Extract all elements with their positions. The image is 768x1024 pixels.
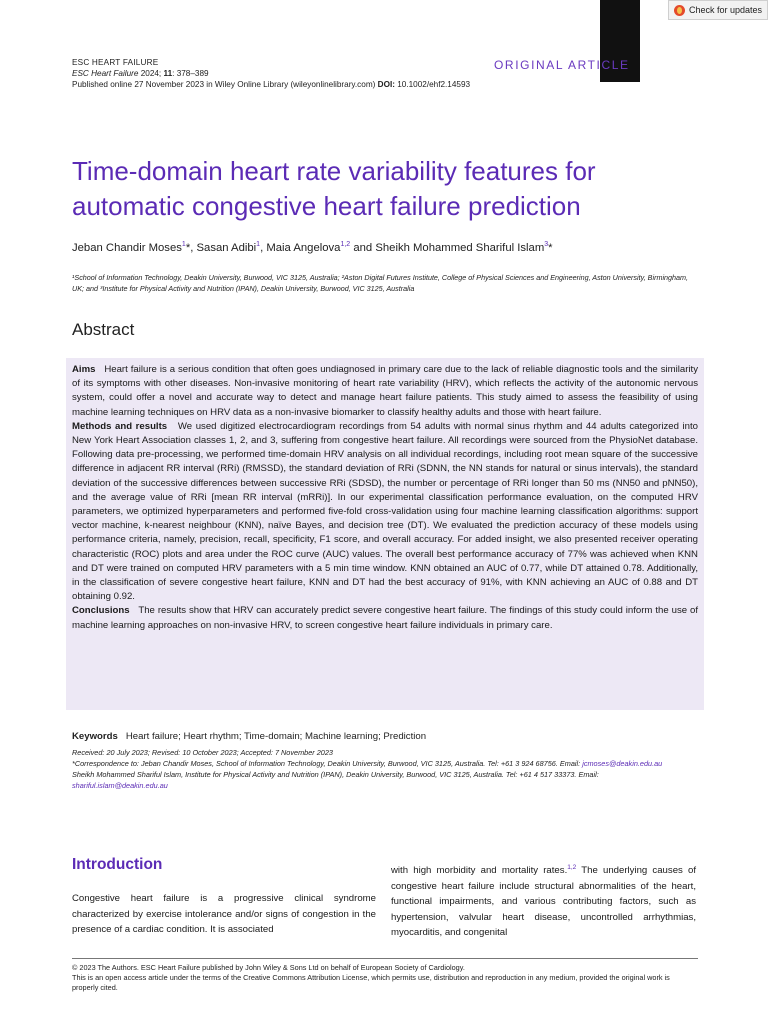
email-link-1[interactable]: jcmoses@deakin.edu.au (582, 759, 663, 768)
introduction-heading: Introduction (72, 856, 163, 873)
check-for-updates-button[interactable] (668, 0, 768, 20)
citation-pages: : 378–389 (172, 69, 209, 78)
aims-label: Aims (72, 364, 96, 375)
abstract-aims (72, 363, 698, 420)
license-line: This is an open access article under the terms of the Creative Commons Attribution License, which permits use, distribution and reproduction in any medium, provided the original work is properly cited. (72, 973, 670, 992)
doi-link[interactable]: 10.1002/ehf2.14593 (394, 80, 471, 89)
citation-journal: ESC Heart Failure (72, 69, 139, 78)
author-1[interactable]: Jeban Chandir Moses$^1$* (72, 241, 191, 254)
correspondence-2: Sheikh Mohammed Shariful Islam, Institute for Physical Activity and Nutrition (IPAN), Deakin University, Burwood, VIC 3125, Australia. Tel: +61 4 517 33373. Email: shariful.islam@deakin.edu.au (72, 770, 599, 790)
abstract-heading: Abstract (72, 320, 135, 339)
published-line (72, 79, 642, 90)
keywords-text: Heart failure; Heart rhythm; Time-domain; Machine learning; Prediction (125, 731, 427, 742)
affiliations: ¹School of Information Technology, Deakin University, Burwood, VIC 3125, Australia; ²Aston Digital Futures Institute, College of Physical Sciences and Engineering, Aston University, Birmingham, UK; and ³Institute for Physical Activity and Nutrition (IPAN), Deakin University, Burwood, VIC 3125, Australia (72, 273, 689, 293)
copyright-line: © 2023 The Authors. ESC Heart Failure published by John Wiley & Sons Ltd on behalf of European Society of Cardiology. (72, 963, 465, 972)
author-list: Jeban Chandir Moses$^1$*, Sasan Adibi$^1$, Maia Angelova$^{1,2}$ and Sheikh Mohammed Shariful Islam$^3$* (72, 241, 553, 254)
abstract-methods (72, 420, 698, 605)
correspondence-1: *Correspondence to: Jeban Chandir Moses, School of Information Technology, Deakin University, Burwood, VIC 3125, Australia. Tel: +61 3 924 68756. Email: jcmoses@deakin.edu.au (72, 759, 663, 768)
paper-title: Time-domain heart rate variability features for automatic congestive heart failure prediction (72, 156, 596, 221)
author-3[interactable]: Maia Angelova$^{1,2}$ (266, 241, 351, 254)
aims-text: Heart failure is a serious condition that often goes undiagnosed in primary care due to the lack of reliable diagnostic tools and the similarity of its symptoms with other diseases. Non-invasive monitoring of heart rate variability (HRV), which reflects the activity of the autonomic nervous system, could offer a novel and accurate way to detect and manage heart failure patients. This study aimed to assess the feasibility of using machine learning techniques on HRV data as a non-invasive biomarker to classify healthy adults and those with heart failure. (72, 364, 698, 418)
intro-right-column: with high morbidity and mortality rates.$^{1,2}$ The underlying causes of congestive heart failure include structural abnormalities of the heart, functional impairments, and various contributing factors, such as hypertension, valvular heart disease, uncontrolled arrhythmias, myocarditis, and congenital (391, 864, 696, 939)
email-link-2[interactable]: shariful.islam@deakin.edu.au (72, 781, 168, 790)
intro-left-column: Congestive heart failure is a progressive clinical syndrome characterized by exercise intolerance and/or signs of congestion in the presence of a cardiac condition. It is associated (72, 893, 376, 935)
keywords (72, 731, 702, 742)
conclusions-text: The results show that HRV can accurately predict severe congestive heart failure. The findings of this study could inform the use of machine learning approaches on non-invasive HRV, to screen congestive heart failure individuals in primary care. (72, 605, 698, 631)
citation-year: 2024; (138, 69, 164, 78)
citation-volume: 11 (163, 69, 173, 78)
article-dates (72, 747, 696, 791)
keywords-label: Keywords (72, 731, 118, 742)
published-text: Published online 27 November 2023 in Wiley Online Library (wileyonlinelibrary.com) (72, 80, 378, 89)
author-2[interactable]: Sasan Adibi$^1$ (196, 241, 261, 254)
author-4[interactable]: Sheikh Mohammed Shariful Islam$^3$* (375, 241, 553, 254)
methods-label: Methods and results (72, 420, 168, 432)
reference-link[interactable]: 1,2 (567, 864, 577, 871)
crossmark-icon (674, 5, 685, 16)
article-type: ORIGINAL ARTICLE (494, 58, 630, 72)
conclusions-label: Conclusions (72, 605, 130, 617)
journal-name: ESC HEART FAILURE (72, 58, 159, 67)
methods-text: We used digitized electrocardiogram recordings from 54 adults with normal sinus rhythm and 44 adults categorized into New York Heart Association classes 1, 2, and 3, suffering from congestive heart failure. All recordings were sourced from the PhysioNet database. Following data pre-processing, we performed time-domain HRV analysis on all individual recordings, including root mean square of the successive difference in adjacent RR interval (RRi) (RMSSD), the standard deviation of RRi (SDNN, the NN stands for natural or sinus intervals), the standard deviation of the successive differences between successive RRi (SDSD), the number or percentage of RRi longer than 50 ms (NN50 and pNN50), and the average value of RRi [mean RR interval (mRRi)]. In our experimental classification performance evaluation, on the computed HRV parameters, we optimized hyperparameters and performed five-fold cross-validation using four machine learning classification algorithms: support vector machine, k-nearest neighbour (KNN), naïve Bayes, and decision tree (DT). We evaluated the prediction accuracy of these models using performance criteria, namely, precision, recall, specificity, F1 score, and overall accuracy. For added insight, we also presented receiver operating characteristic (ROC) plots and area under the ROC curve (AUC) values. The overall best performance accuracy of 77% was achieved when KNN and DT were trained on computed HRV parameters with a 5 min time window. KNN obtained an AUC of 0.77, while DT attained 0.78. Additionally, in the classification of severe congestive heart failure, KNN and DT had the best accuracy of 91%, with KNN achieving an AUC of 0.88 and DT obtaining 0.92. (72, 420, 698, 603)
received-dates: Received: 20 July 2023; Revised: 10 October 2023; Accepted: 7 November 2023 (72, 748, 333, 757)
abstract-box (66, 358, 704, 710)
doi-label: DOI: (377, 80, 395, 89)
license-footer (72, 958, 698, 993)
abstract-conclusions (72, 604, 698, 632)
check-for-updates-label: Check for updates (689, 5, 763, 15)
